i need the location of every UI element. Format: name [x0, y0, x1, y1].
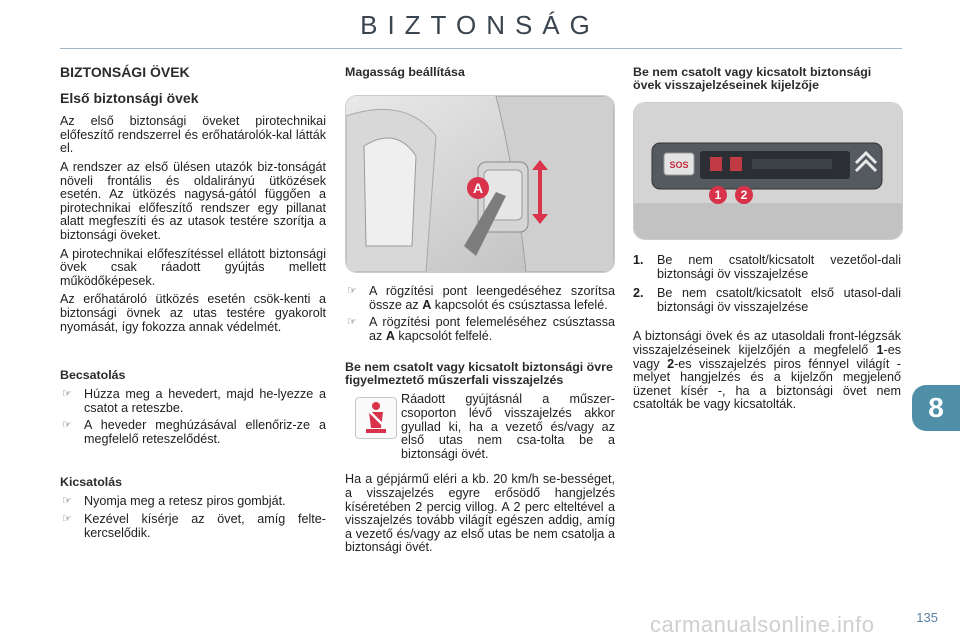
list-item: ☞ A rögzítési pont felemeléséhez csúsztassa az A kapcsolót felfelé. — [347, 315, 615, 343]
marker-a-label: A — [472, 180, 484, 196]
warning-text: Ráadott gyújtásnál a műszer-csoporton lévő visszajelzés akkor gyullad ki, ha a vezető és/vagy az első utas nem csa-tolta be a biztonsági övét. — [401, 392, 615, 461]
speed-paragraph: Ha a gépjármű eléri a kb. 20 km/h se-bességet, a visszajelzés egyre erősödő hangjelzés kíséretében 2 percig villog. A 2 perc elteltével a visszajelzés tovább világít egészen addig, amíg a vezető és/vagy az első utas be nem csatolja a biztonsági övét. — [345, 472, 615, 555]
hand-pointer-icon: ☞ — [62, 495, 72, 508]
indicator-display-photo — [633, 102, 903, 240]
list-item: ☞ Húzza meg a hevedert, majd he-lyezze a csatot a reteszbe. — [62, 387, 326, 415]
column-seatbelts — [60, 62, 326, 544]
unfastening-heading: Kicsatolás — [60, 475, 122, 490]
list-item: 2. Be nem csatolt/kicsatolt első utasol-dali biztonsági öv visszajelzése — [633, 286, 901, 314]
warning-heading: Be nem csatolt vagy kicsatolt biztonsági övre figyelmeztető műszerfali visszajelzés — [345, 360, 613, 388]
indicator-heading: Be nem csatolt vagy kicsatolt biztonsági övek visszajelzéseinek kijelzője — [633, 65, 872, 92]
fastening-heading: Becsatolás — [60, 368, 126, 383]
indicator-paragraph: A biztonsági övek és az utasoldali front-légzsák visszajelzéseinek kijelzőjén a megfelelő 1-es vagy 2-es visszajelzés piros fénnyel világít - melyet hangjelzés és a kijelzőn megjelenő üzenet kísér -, ha a biztonsági övet nem csatolták be vagy kicsatolták. — [633, 329, 901, 412]
force-limiter-paragraph: Az erőhatároló ütközés esetén csök-kenti a biztonsági övnek az utas testére gyakorolt nyomását, így fokozza annak védelmét. — [60, 292, 326, 334]
seatbelt-warning-icon — [355, 397, 397, 439]
chapter-tab: 8 — [912, 385, 960, 431]
hand-pointer-icon: ☞ — [347, 316, 357, 329]
hand-pointer-icon: ☞ — [62, 513, 72, 526]
title-rule — [60, 48, 902, 49]
column-indicator-display — [633, 62, 901, 417]
section-subheading: Első biztonsági övek — [60, 89, 199, 106]
height-adjust-list — [345, 285, 615, 343]
hand-pointer-icon: ☞ — [62, 419, 72, 432]
list-item: ☞ Kezével kísérje az övet, amíg felte-kercselődik. — [62, 512, 326, 540]
intro-paragraph: Az első biztonsági öveket pirotechnikai előfeszítő rendszerrel és erőhatárolók-kal látták el. — [60, 114, 326, 156]
unfastening-list — [60, 495, 326, 540]
sos-label: SOS — [669, 160, 689, 170]
page-title: BIZTONSÁG — [360, 10, 600, 40]
section-heading: BIZTONSÁGI ÖVEK — [60, 64, 190, 80]
list-item: 1. Be nem csatolt/kicsatolt vezetőol-dali biztonsági öv visszajelzése — [633, 253, 901, 281]
marker-2-label: 2 — [740, 188, 748, 202]
system-paragraph: A rendszer az első ülésen utazók biz-tonságát növeli frontális és oldalirányú ütközések esetén. Az ütközés nagysá-gától függően a pirotechnikai előfeszítő rendszer egy pillanat alatt megfeszíti és az utasok testére szorítja a biztonsági öveket. — [60, 159, 326, 242]
warning-block — [345, 393, 615, 461]
page-number: 135 — [916, 610, 938, 625]
hand-pointer-icon: ☞ — [347, 285, 357, 297]
list-item: ☞ A heveder meghúzásával ellenőriz-ze a megfelelő reteszelődést. — [62, 418, 326, 446]
watermark: carmanualsonline.info — [650, 612, 875, 637]
hand-pointer-icon: ☞ — [62, 388, 72, 401]
list-item: ☞ A rögzítési pont leengedéséhez szorítsa össze az A kapcsolót és csúsztassa lefelé. — [347, 284, 615, 312]
marker-1-label: 1 — [714, 188, 722, 202]
seatbelt-height-photo — [345, 95, 615, 273]
list-item: ☞ Nyomja meg a retesz piros gombját. — [62, 494, 286, 509]
column-height-adjust — [345, 62, 615, 560]
fastening-list — [60, 388, 326, 446]
height-adjust-heading: Magasság beállítása — [345, 65, 465, 79]
indicator-list — [633, 254, 901, 314]
seatbelt-height-illustration — [346, 96, 614, 272]
pretensioner-paragraph: A pirotechnikai előfeszítéssel ellátott biztonsági övek csak ráadott gyújtás mellett működőképesek. — [60, 246, 326, 288]
indicator-display-illustration — [634, 103, 902, 239]
